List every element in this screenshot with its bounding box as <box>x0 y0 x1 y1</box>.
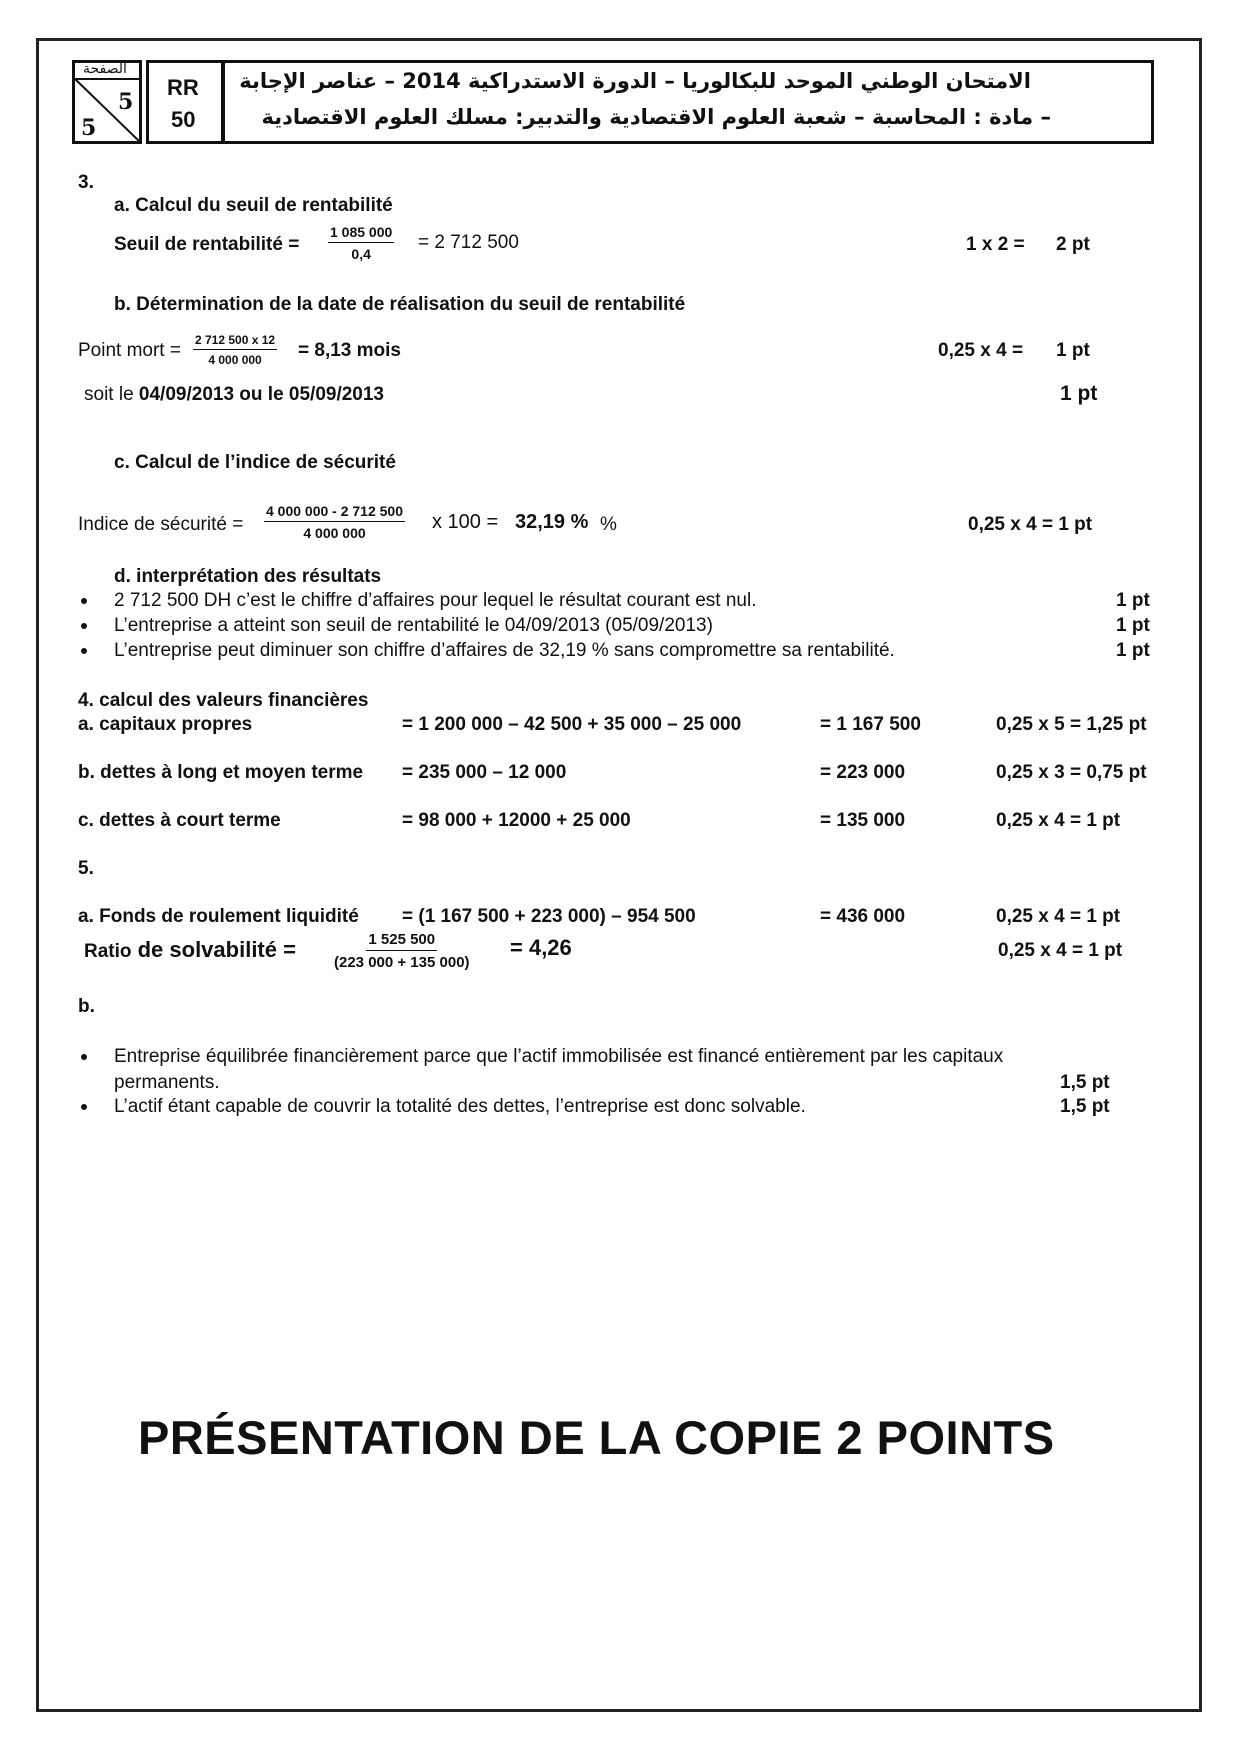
q4-row-c-points: 0,25 x 4 = 1 pt <box>996 810 1121 831</box>
q4-row-a-points: 0,25 x 5 = 1,25 pt <box>996 714 1147 735</box>
q3b-title: b. Détermination de la date de réalisation du seuil de rentabilité <box>114 294 686 315</box>
q5-ratio-fraction <box>334 932 470 970</box>
q3c-label: Indice de sécurité = <box>78 514 244 535</box>
q3a-points-calc: 1 x 2 = <box>966 234 1025 255</box>
q3a-denominator: 0,4 <box>351 246 371 262</box>
q3a-numerator: 1 085 000 <box>328 225 394 243</box>
q3c-fraction <box>264 504 405 540</box>
q3d-bullet-2 <box>81 623 87 629</box>
q5-ratio-word: Ratio <box>84 941 132 962</box>
q4-row-b-label: b. dettes à long et moyen terme <box>78 762 364 783</box>
q4-row-a-result: = 1 167 500 <box>820 714 921 735</box>
q4-row-b-points: 0,25 x 3 = 0,75 pt <box>996 762 1147 783</box>
q3-number: 3. <box>78 172 94 193</box>
q5b-item-1: Entreprise équilibrée financièrement parce que l’actif immobilisée est financé entièrement par les capitaux <box>114 1046 1004 1067</box>
q3c-title: c. Calcul de l’indice de sécurité <box>114 452 396 473</box>
q5a-calc: = (1 167 500 + 223 000) – 954 500 <box>402 906 696 927</box>
q3c-denominator: 4 000 000 <box>303 525 366 541</box>
q3c-percent: % <box>600 514 617 535</box>
q3a-label: Seuil de rentabilité = <box>114 234 300 255</box>
q3d-item-2-points: 1 pt <box>1116 615 1150 636</box>
q5-ratio-label <box>84 937 296 963</box>
q5-ratio-numerator: 1 525 500 <box>366 932 437 951</box>
presentation-note: PRÉSENTATION DE LA COPIE 2 POINTS <box>138 1411 1055 1464</box>
q3c-multiplier: x 100 = <box>432 511 499 533</box>
q3c-result: 32,19 % <box>515 511 589 533</box>
q5b-bullet-2 <box>81 1104 87 1110</box>
q3d-item-3-points: 1 pt <box>1116 640 1150 661</box>
q5-ratio-result: = 4,26 <box>510 935 572 960</box>
q3b-date-line <box>84 384 384 406</box>
q5a-label: a. Fonds de roulement liquidité <box>78 906 359 927</box>
exam-title-line2: – مادة : المحاسبة – شعبة العلوم الاقتصادية والتدبير: مسلك العلوم الاقتصادية <box>261 105 1051 129</box>
q3b-denominator: 4 000 000 <box>208 353 262 367</box>
q4-row-a-label: a. capitaux propres <box>78 714 253 735</box>
q3b-date-prefix: soit le <box>84 384 139 405</box>
q4-row-b-calc: = 235 000 – 12 000 <box>402 762 567 783</box>
page-number-box <box>72 60 142 144</box>
q3a-result: = 2 712 500 <box>418 232 519 253</box>
q3d-bullet-1 <box>81 598 87 604</box>
q5a-result: = 436 000 <box>820 906 906 927</box>
exam-title-box <box>222 60 1154 144</box>
page-total: 5 <box>81 115 97 141</box>
q3d-item-1: 2 712 500 DH c’est le chiffre d’affaires pour lequel le résultat courant est nul. <box>114 590 757 611</box>
q3d-title: d. interprétation des résultats <box>114 566 382 587</box>
exam-code-line2: 50 <box>171 107 196 132</box>
q5b-item-1-cont: permanents. <box>114 1072 220 1093</box>
q3d-item-1-points: 1 pt <box>1116 590 1150 611</box>
q5b-item-2: L’actif étant capable de couvrir la totalité des dettes, l’entreprise est donc solvable. <box>114 1096 806 1117</box>
q3d-item-3: L’entreprise peut diminuer son chiffre d’affaires de 32,19 % sans compromettre sa rentabilité. <box>114 640 895 661</box>
page-label: الصفحة <box>83 61 127 77</box>
q4-row-c-label: c. dettes à court terme <box>78 810 281 831</box>
q5a-points: 0,25 x 4 = 1 pt <box>996 906 1121 927</box>
q3c-points: 0,25 x 4 = 1 pt <box>968 514 1093 535</box>
q5b-item-2-points: 1,5 pt <box>1060 1096 1110 1117</box>
q3b-fraction <box>193 334 277 366</box>
q3d-bullet-3 <box>81 648 87 654</box>
exam-code-box <box>146 60 224 144</box>
page-current: 5 <box>118 89 134 115</box>
q5-ratio-text: de solvabilité = <box>131 937 296 962</box>
q4-row-c-calc: = 98 000 + 12000 + 25 000 <box>402 810 631 831</box>
q5b-item-1-points: 1,5 pt <box>1060 1072 1110 1093</box>
q3b-date-points: 1 pt <box>1060 382 1098 405</box>
q3a-title: a. Calcul du seuil de rentabilité <box>114 195 393 216</box>
q5-ratio-points: 0,25 x 4 = 1 pt <box>998 940 1123 961</box>
q5-ratio-denominator: (223 000 + 135 000) <box>334 954 470 971</box>
q3b-result: = 8,13 mois <box>298 340 401 361</box>
exam-title-line1: الامتحان الوطني الموحد للبكالوريا – الدورة الاستدراكية 2014 – عناصر الإجابة <box>239 69 1031 93</box>
q3b-numerator: 2 712 500 x 12 <box>193 334 277 350</box>
q4-title: 4. calcul des valeurs financières <box>78 690 369 711</box>
q3b-label: Point mort = <box>78 340 181 361</box>
q5-number: 5. <box>78 858 94 879</box>
q4-row-b-result: = 223 000 <box>820 762 906 783</box>
q5b-bullet-1 <box>81 1054 87 1060</box>
exam-code-line1: RR <box>167 75 199 100</box>
q3b-date-value: 04/09/2013 ou le 05/09/2013 <box>138 384 385 405</box>
q3a-points: 2 pt <box>1056 234 1090 255</box>
q4-row-c-result: = 135 000 <box>820 810 906 831</box>
q5b-label: b. <box>78 996 95 1017</box>
q3c-numerator: 4 000 000 - 2 712 500 <box>264 504 405 522</box>
q3a-fraction <box>328 225 394 261</box>
q4-row-a-calc: = 1 200 000 – 42 500 + 35 000 – 25 000 <box>402 714 742 735</box>
q3b-points-calc: 0,25 x 4 = <box>938 340 1024 361</box>
q3b-points: 1 pt <box>1056 340 1090 361</box>
q3d-item-2: L’entreprise a atteint son seuil de rentabilité le 04/09/2013 (05/09/2013) <box>114 615 713 636</box>
